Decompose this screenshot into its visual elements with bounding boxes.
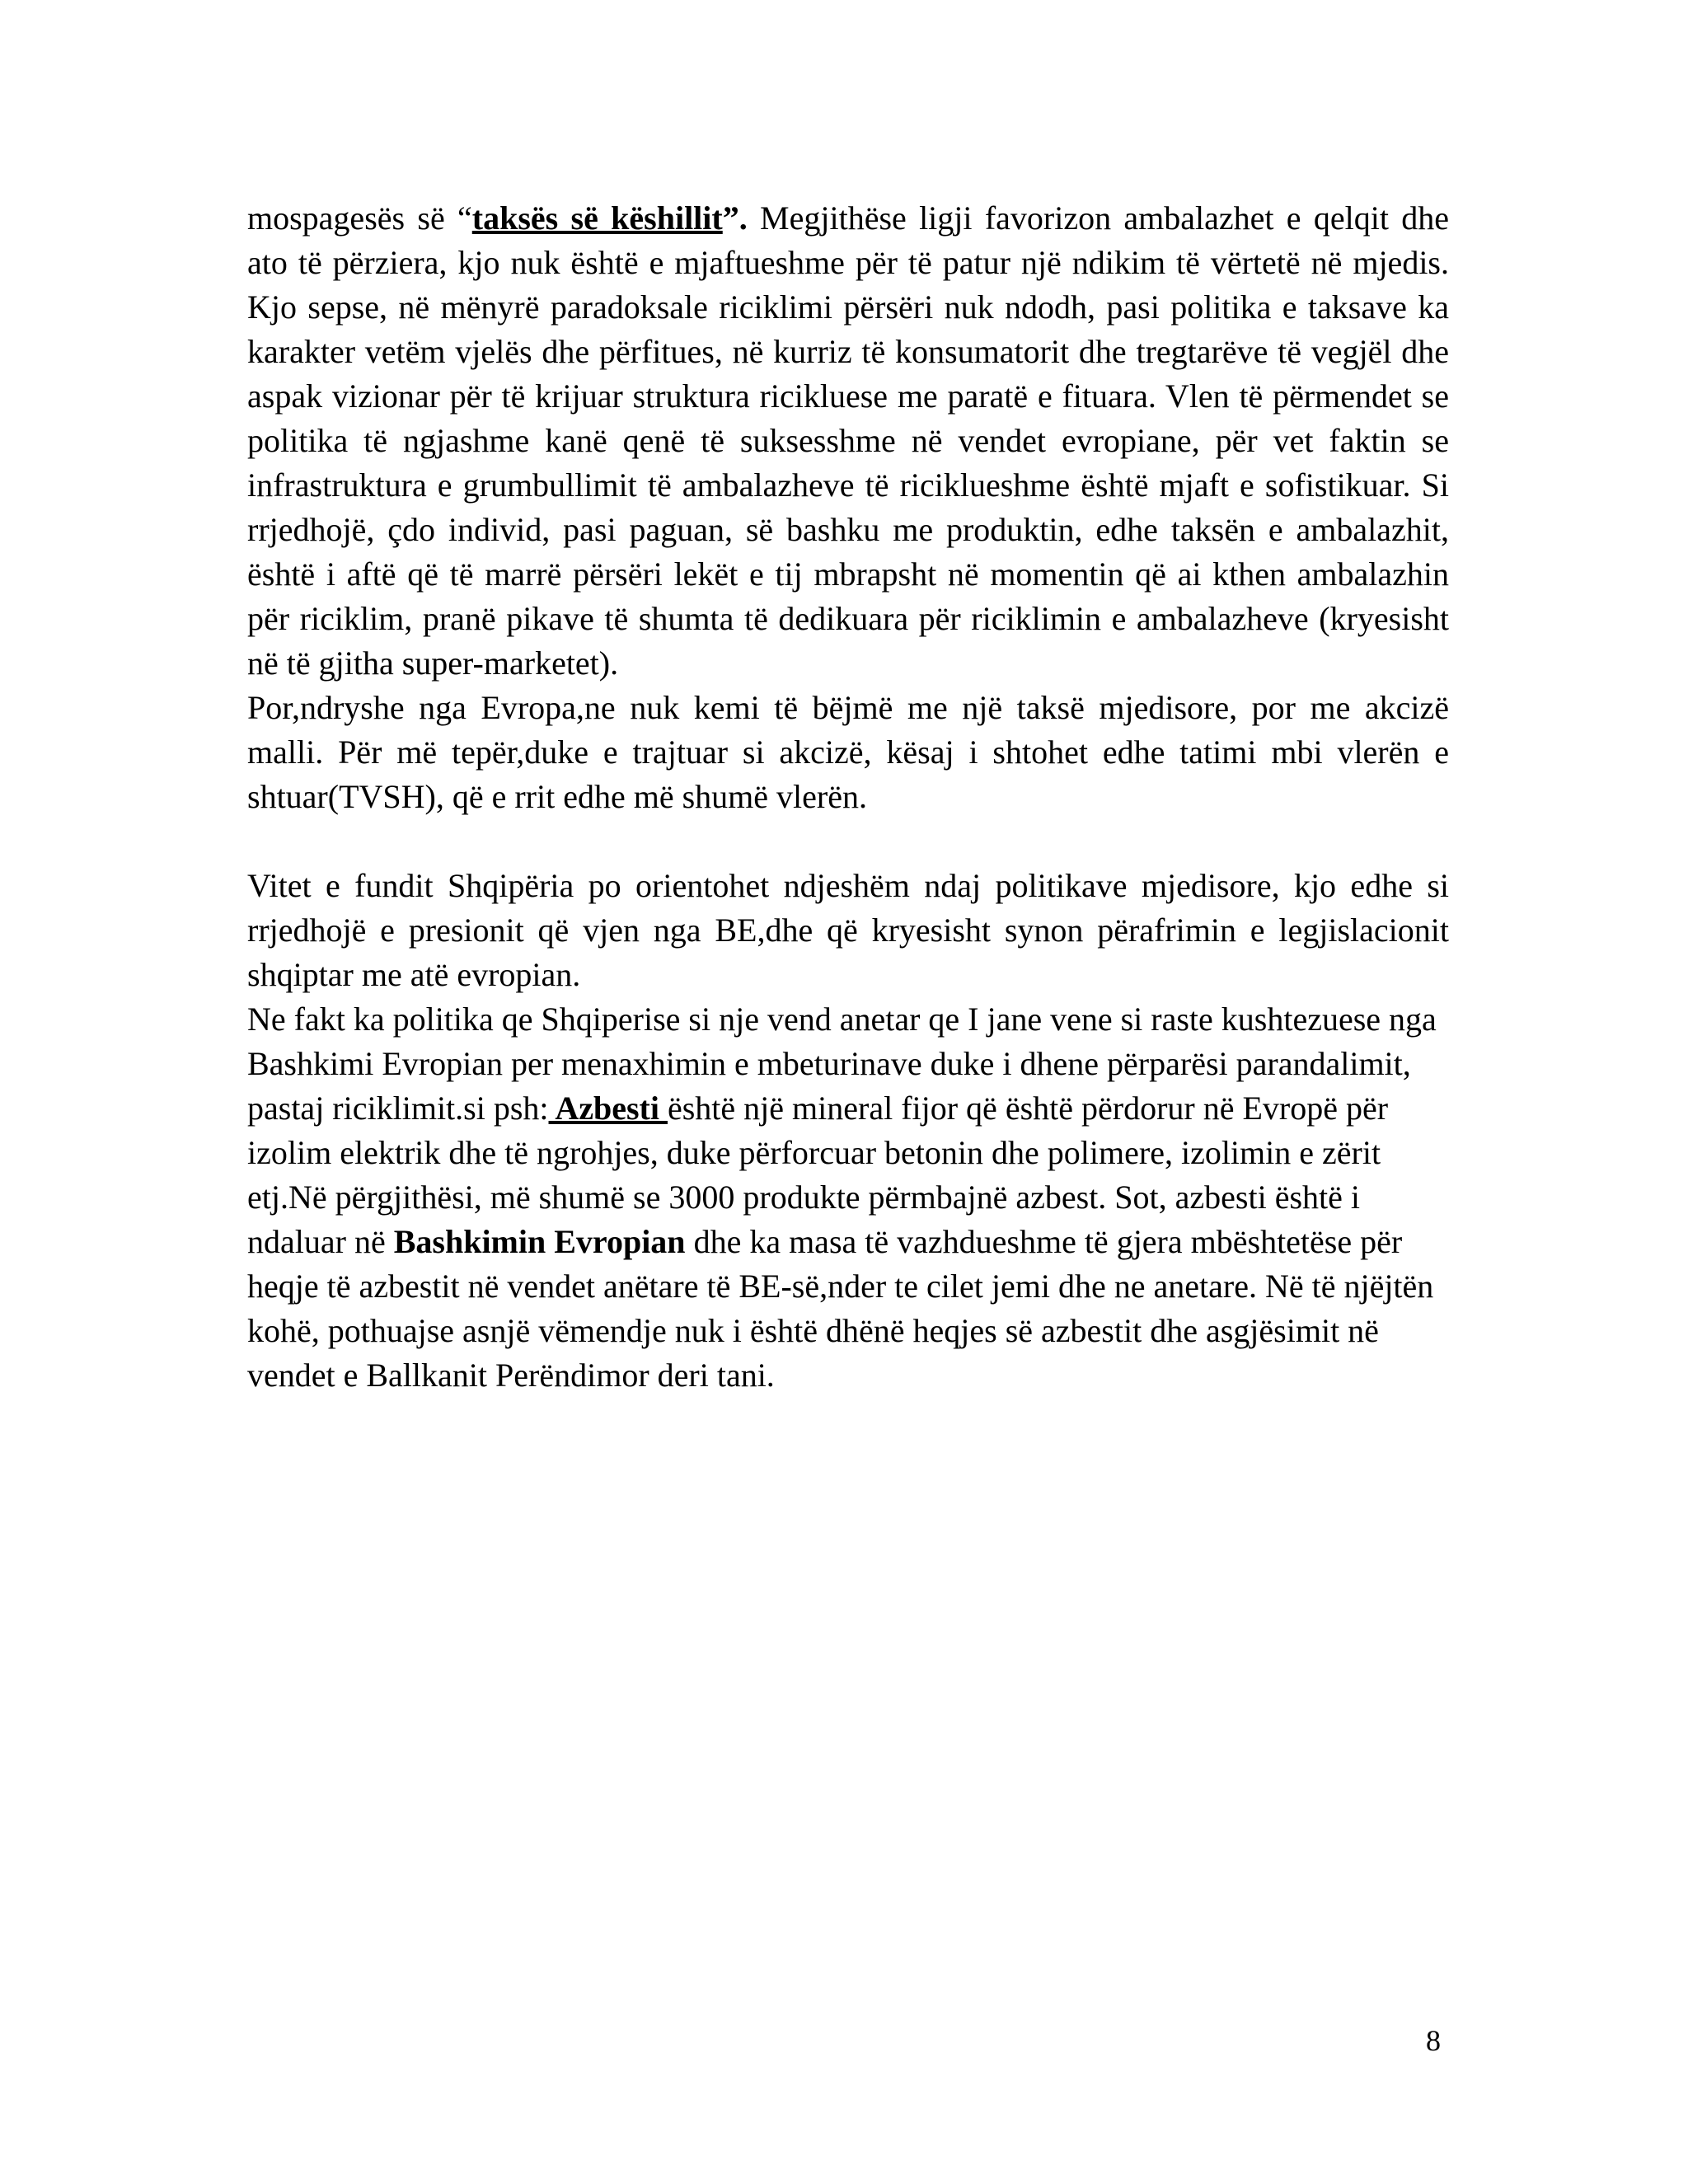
paragraph-asbestos [247,997,1449,1398]
paragraph-4-text-c: dhe ka masa të vazhdueshme të gjera mbështetëse për heqje të azbestit në vendet anëtare të BE-së,nder te cilet jemi dhe ne anetare. Në të njëjtën kohë, pothuajse asnjë vëmendje nuk i është dhënë heqjes së azbestit dhe asgjësimit në vendet e Ballkanit Perëndimor deri tani. [247,1223,1434,1394]
council-tax-term: taksës së këshillit [471,199,723,237]
page-number: 8 [1426,2024,1441,2057]
paragraph-spacer [247,819,1449,864]
paragraph-1-text-b: Megjithëse ligji favorizon ambalazhet e qelqit dhe ato të përziera, kjo nuk është e mjaftueshme për të patur një ndikim të vërtetë në mjedis. Kjo sepse, në mënyrë paradoksale riciklimi përsëri nuk ndodh, pasi politika e taksave ka karakter vetëm vjelës dhe përfitues, në kurriz të konsumatorit dhe tregtarëve të vegjël dhe aspak vizionar për të krijuar struktura ricikluese me paratë e fituara. Vlen të përmendet se politika të ngjashme kanë qenë të suksesshme në vendet evropiane, për vet faktin se infrastruktura e grumbullimit të ambalazheve të riciklueshme është mjaft e sofistikuar. Si rrjedhojë, çdo individ, pasi paguan, së bashku me produktin, edhe taksën e ambalazhit, është i aftë që të marrë përsëri lekët e tij mbrapsht në momentin që ai kthen ambalazhin për riciklim, pranë pikave të shumta të dedikuara për riciklimin e ambalazheve (kryesisht në të gjitha super-marketet). [247,199,1450,682]
paragraph-1-text-a: mospagesës së “ [247,199,472,237]
paragraph-packaging-tax [247,196,1449,686]
paragraph-4-text-a: Ne fakt ka politika qe Shqiperise si nje vend anetar qe I jane vene si raste kushtezuese nga Bashkimi Evropian per menaxhimin e mbeturinave duke i dhene përparësi parandalimit, pastaj riciklimit.si psh: [247,1001,1437,1127]
european-union-term: Bashkimin Evropian [393,1223,686,1260]
asbestos-term: Azbesti [548,1090,668,1127]
page-body [247,196,1449,1398]
paragraph-albania-policy: Vitet e fundit Shqipëria po orientohet ndjeshëm ndaj politikave mjedisore, kjo edhe si rrjedhojë e presionit që vjen nga BE,dhe që kryesisht synon përafrimin e legjislacionit shqiptar me atë evropian. [247,867,1449,993]
paragraph-4-text-b: është një mineral fijor që është përdorur në Evropë për izolim elektrik dhe të ngrohjes, duke përforcuar betonin dhe polimere, izolimin e zërit etj.Në përgjithësi, më shumë se 3000 produkte përmbajnë azbest. Sot, azbesti është i ndaluar në [247,1090,1389,1260]
paragraph-1-quote-close: ”. [722,199,748,237]
paragraph-excise: Por,ndryshe nga Evropa,ne nuk kemi të bëjmë me një taksë mjedisore, por me akcizë malli. Për më tepër,duke e trajtuar si akcizë, kësaj i shtohet edhe tatimi mbi vlerën e shtuar(TVSH), që e rrit edhe më shumë vlerën. [247,689,1449,815]
